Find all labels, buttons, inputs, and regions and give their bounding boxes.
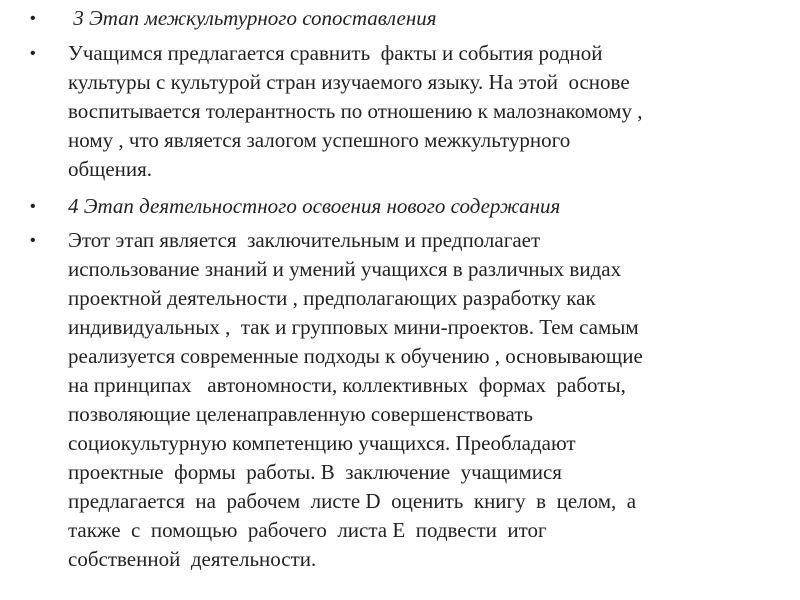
text-line: использование знаний и умений учащихся в различных видах [68, 257, 622, 281]
bullet-icon: • [30, 45, 36, 62]
text-line: ному , что является залогом успешного межкультурного [68, 128, 571, 152]
text-line: общения. [68, 157, 153, 181]
text-line: воспитывается толерантность по отношению к малознакомому , [68, 99, 643, 123]
text-line: также с помощью рабочего листа Е подвести итог [68, 518, 547, 542]
text-line: собственной деятельности. [68, 547, 317, 571]
text-line: предлагается на рабочем листе D оценить книгу в целом, а [68, 489, 637, 513]
text-line: социокультурную компетенцию учащихся. Преобладают [68, 431, 576, 455]
text-line: индивидуальных , так и групповых мини-проектов. Тем самым [68, 315, 639, 339]
text-line: культуры с культурой стран изучаемого языку. На этой основе [68, 70, 630, 94]
text-line: Этот этап является заключительным и предполагает [68, 228, 541, 252]
bullet-icon: • [30, 10, 36, 27]
text-line: 4 Этап деятельностного освоения нового содержания [68, 194, 561, 218]
text-line: реализуется современные подходы к обучению , основывающие [68, 344, 643, 368]
bullet-icon: • [30, 198, 36, 215]
text-line: Учащимся предлагается сравнить факты и события родной [68, 41, 603, 65]
text-line: позволяющие целенаправленную совершенствовать [68, 402, 533, 426]
text-line: проектной деятельности , предполагающих разработку как [68, 286, 596, 310]
text-line: 3 Этап межкультурного сопоставления [68, 6, 437, 30]
bullet-icon: • [30, 232, 36, 249]
text-line: на принципах автономности, коллективных формах работы, [68, 373, 626, 397]
text-line: проектные формы работы. В заключение учащимися [68, 460, 562, 484]
